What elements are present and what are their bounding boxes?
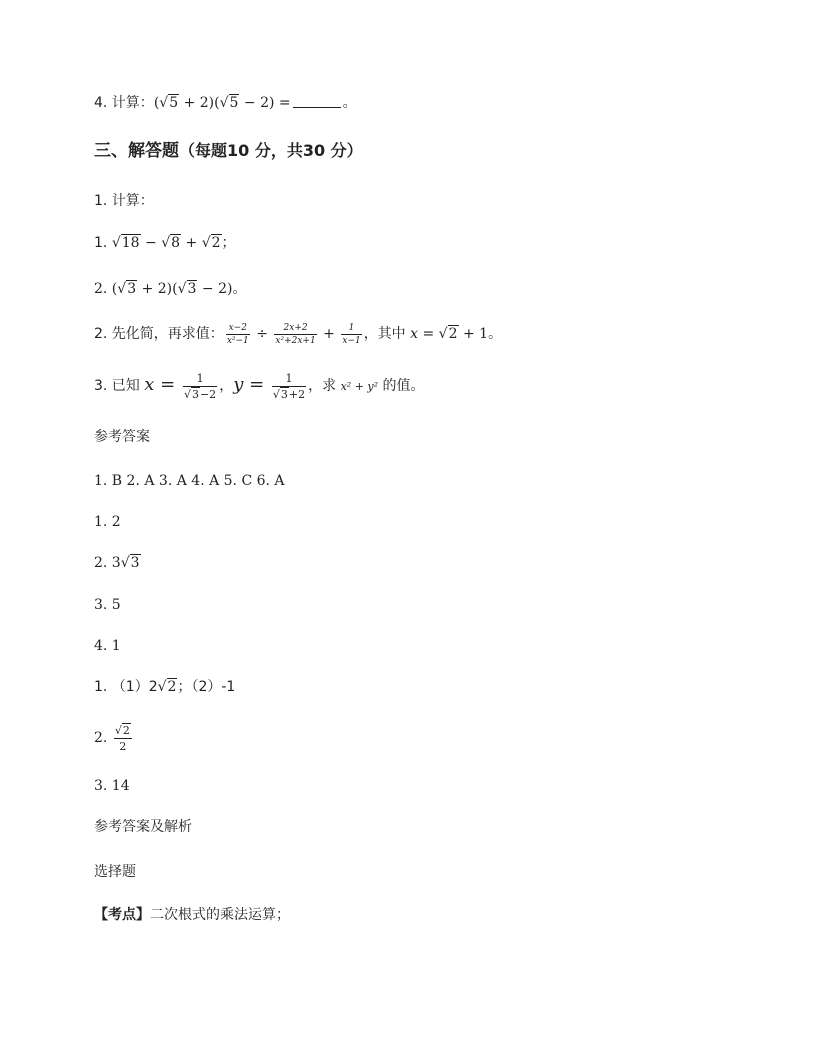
sqrt-symbol: √8 <box>161 235 181 251</box>
problem-3: 3. 已知 x = $\frac{1}{√3-2}$ ，y = $\frac{1}{√3+2}$ ，求 x² + y² 的值。 <box>94 371 425 401</box>
sqrt-symbol: √5 <box>219 95 239 111</box>
fraction: $\frac{1}{√3-2}$ <box>183 371 217 401</box>
sqrt-symbol: √3 <box>117 281 137 297</box>
sqrt-symbol: √3 <box>177 281 197 297</box>
sqrt-symbol: √2 <box>201 235 221 251</box>
problem-1b: 2. (√3 + 2)(√3 − 2)。 <box>94 281 247 297</box>
section-heading: 三、解答题（每题10 分，共30 分） <box>94 141 363 161</box>
problem-1-label: 1. 计算： <box>94 193 154 209</box>
sqrt-symbol: √3 <box>272 387 288 401</box>
choice-section-title: 选择题 <box>94 864 136 880</box>
answer-solve-3: 3. 14 <box>94 778 130 794</box>
answer-solve-1: 1. （1）2√2；（2）-1 <box>94 679 236 695</box>
answer-fill-2: 2. 3√3 <box>94 555 140 571</box>
answer-blank <box>293 95 341 108</box>
fraction: $\frac{2x+2}{\text{x²+2x+1}}$ <box>275 322 316 346</box>
answer-fill-3: 3. 5 <box>94 597 121 613</box>
answer-fill-1: 1. 2 <box>94 514 121 530</box>
answer-fill-4: 4. 1 <box>94 638 121 654</box>
sqrt-symbol: √3 <box>120 555 140 571</box>
answer-choice: 1. B 2. A 3. A 4. A 5. C 6. A <box>94 473 285 489</box>
fraction: $\frac{1}{x-1}$ <box>342 322 361 346</box>
fill-question-4: 4. 计算：(√5 + 2)(√5 − 2) = 。 <box>94 95 357 111</box>
answers-title: 参考答案 <box>94 429 150 445</box>
problem-2: 2. 先化简，再求值： $\frac{x-2}{\text{x²−1}}$ ÷ $\frac{2x+2}{\text{x²+2x+1}}$ + $\frac{1}{x-1}$ ，其中 x = √2 + 1。 <box>94 320 502 348</box>
answer-solve-2: 2. $\frac{√2}{2}$ <box>94 723 130 753</box>
fraction: $\frac{1}{√3+2}$ <box>272 371 306 401</box>
sqrt-symbol: √18 <box>111 235 140 251</box>
sqrt-symbol: √3 <box>183 387 199 401</box>
sqrt-symbol: √5 <box>159 95 179 111</box>
problem-1a: 1. √18 − √8 + √2； <box>94 235 236 251</box>
sqrt-symbol: √2 <box>438 326 458 342</box>
analysis-title: 参考答案及解析 <box>94 819 192 835</box>
sqrt-symbol: √2 <box>114 723 130 737</box>
fraction: $\frac{x-2}{\text{x²−1}}$ <box>226 322 249 346</box>
kaodian-line: 【考点】二次根式的乘法运算； <box>94 907 290 923</box>
sqrt-symbol: √2 <box>157 679 177 695</box>
fraction: $\frac{√2}{2}$ <box>114 723 130 753</box>
